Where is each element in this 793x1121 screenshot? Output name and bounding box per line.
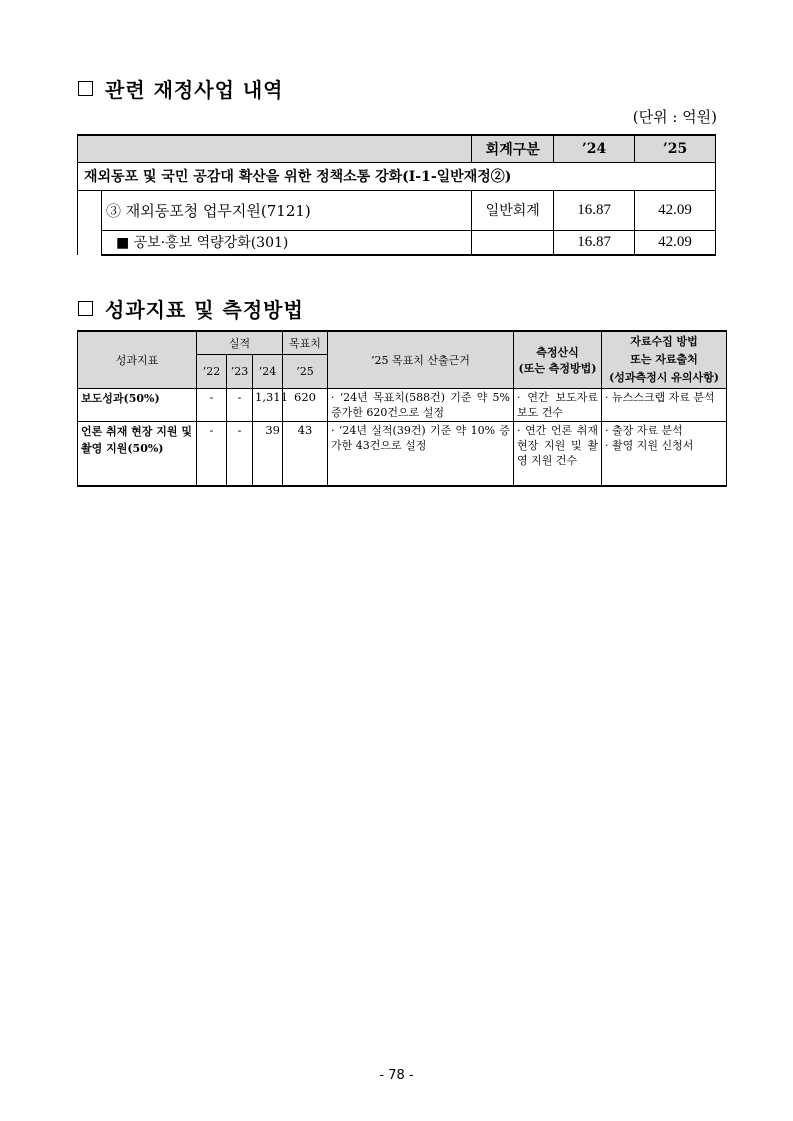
- account-type: 일반회계: [472, 190, 554, 230]
- section-heading-performance: [78, 294, 304, 323]
- section-title: 관련 재정사업 내역: [105, 78, 284, 102]
- value-2024: 16.87: [554, 230, 635, 255]
- indicator-name: 언론 취재 현장 지원 및 촬영 지원(50%): [78, 422, 197, 486]
- header-blank: [78, 135, 472, 162]
- value-2025: 620: [283, 389, 328, 422]
- header-indicator: 성과지표: [78, 331, 197, 389]
- header-formula: 측정산식 (또는 측정방법): [514, 331, 602, 389]
- table-row: [78, 230, 716, 255]
- table-row: [78, 389, 727, 422]
- source-text: · 출장 자료 분석 · 촬영 지원 신청서: [602, 422, 727, 486]
- header-account: 회계구분: [472, 135, 554, 162]
- formula-text: · 연간 언론 취재 현장 지원 및 촬영 지원 건수: [514, 422, 602, 486]
- subproject-name: ■ 공보·홍보 역량강화(301): [101, 230, 471, 255]
- program-name: 재외동포 및 국민 공감대 확산을 위한 정책소통 강화(Ⅰ-1-일반재정②): [78, 162, 716, 190]
- value-2024: 1,311: [253, 389, 283, 422]
- value-2022: -: [197, 422, 227, 486]
- source-text: · 뉴스스크랩 자료 분석: [602, 389, 727, 422]
- value-2025: 42.09: [635, 190, 716, 230]
- header-2025: ’25: [635, 135, 716, 162]
- perf-header-row: [78, 331, 727, 355]
- account-type: [472, 230, 554, 255]
- value-2024: 16.87: [554, 190, 635, 230]
- value-2023: -: [227, 422, 253, 486]
- finance-header-row: [78, 135, 716, 162]
- header-actual: 실적: [197, 331, 283, 355]
- header-2023: ’23: [227, 355, 253, 389]
- checkbox-square-icon: [78, 301, 93, 316]
- header-basis: ’25 목표치 산출근거: [328, 331, 514, 389]
- basis-text: · ‘24년 실적(39건) 기준 약 10% 증가한 43건으로 설정: [328, 422, 514, 486]
- header-2022: ’22: [197, 355, 227, 389]
- basis-text: · ‘24년 목표치(588건) 기준 약 5% 증가한 620건으로 설정: [328, 389, 514, 422]
- header-target: 목표치: [283, 331, 328, 355]
- header-2025: ’25: [283, 355, 328, 389]
- section-title: 성과지표 및 측정방법: [105, 298, 304, 322]
- checkbox-square-icon: [78, 81, 93, 96]
- formula-text: · 연간 보도자료 보도 건수: [514, 389, 602, 422]
- header-2024: ’24: [554, 135, 635, 162]
- table-row: [78, 422, 727, 486]
- indicator-name: 보도성과(50%): [78, 389, 197, 422]
- value-2022: -: [197, 389, 227, 422]
- page-number: - 78 -: [379, 1068, 414, 1083]
- value-2023: -: [227, 389, 253, 422]
- project-name: ③ 재외동포청 업무지원(7121): [101, 190, 471, 230]
- header-2024: ’24: [253, 355, 283, 389]
- value-2025: 43: [283, 422, 328, 486]
- table-row: [78, 190, 716, 230]
- performance-table: [77, 330, 727, 487]
- header-source: 자료수집 방법 또는 자료출처 (성과측정시 유의사항): [602, 331, 727, 389]
- value-2024: 39: [253, 422, 283, 486]
- value-2025: 42.09: [635, 230, 716, 255]
- unit-label: (단위 : 억원): [632, 108, 717, 126]
- program-row: [78, 162, 716, 190]
- section-heading-finance: [78, 74, 284, 103]
- finance-table: [77, 134, 716, 256]
